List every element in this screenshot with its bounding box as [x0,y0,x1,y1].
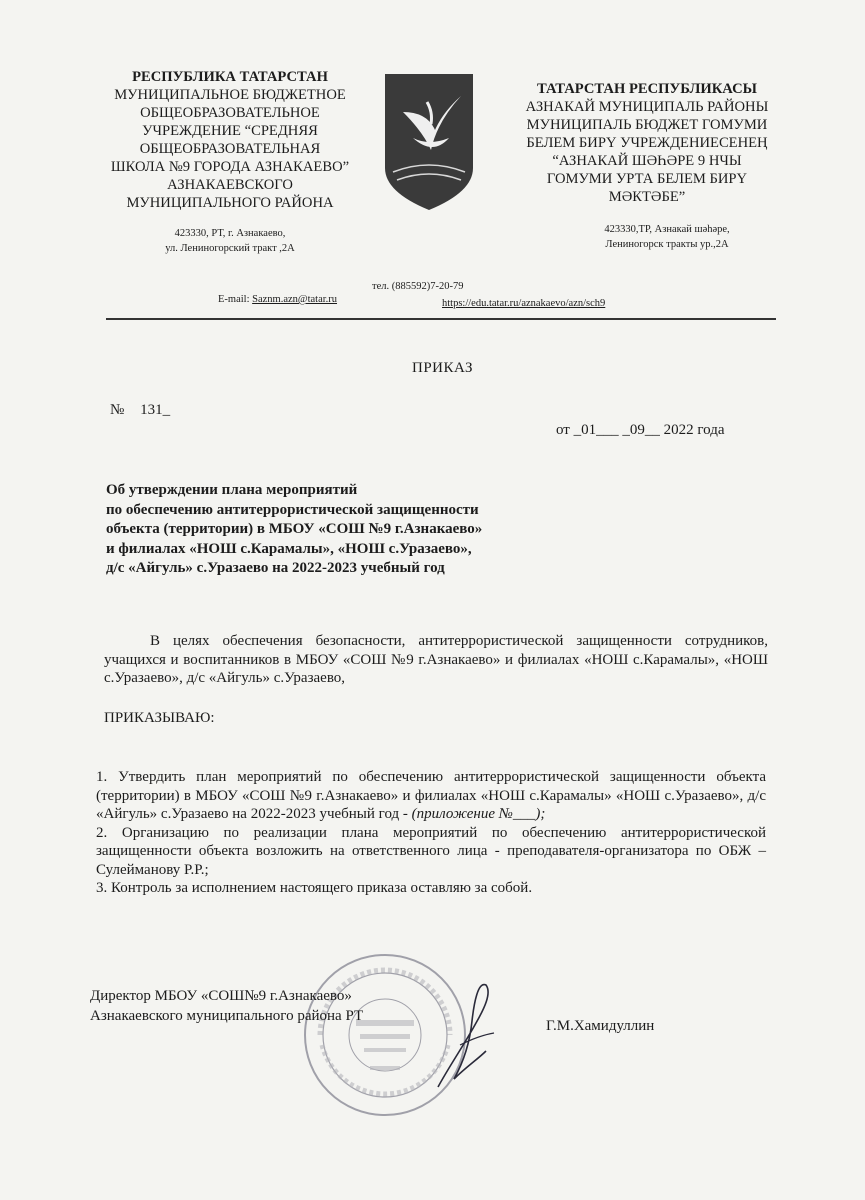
signatory-name: Г.М.Хамидуллин [546,1018,655,1034]
order-item-1 [96,768,766,824]
header-left-line4: УЧРЕЖДЕНИЕ “СРЕДНЯЯ [142,123,318,139]
contact-website-link[interactable]: https://edu.tatar.ru/aznakaevo/azn/sch9 [442,298,606,309]
subject-line-1: Об утверждении плана мероприятий [106,482,358,498]
header-left-line2: МУНИЦИПАЛЬНОЕ БЮДЖЕТНОЕ [114,87,346,103]
order-items [96,768,766,898]
order-item-1-text: 1. Утвердить план мероприятий по обеспечению антитеррористической защищенности объекта (территории) в МБОУ «СОШ №9 г.Азнакаево» и филиалах «НОШ с.Карамалы» «НОШ с.Уразаево», д/с «Айгуль» с.Уразаево на 2022-2023 учебный год - [96,769,766,822]
intro-text: В целях обеспечения безопасности, антитеррористической защищенности сотрудников, учащихся и воспитанников в МБОУ «СОШ №9 г.Азнакаево» и филиалах «НОШ с.Карамалы», «НОШ с.Уразаево», д/с «Айгуль» с.Уразаево, [104,633,768,686]
order-word: ПРИКАЗЫВАЮ: [104,710,215,726]
header-right-line5: “АЗНАКАЙ ШӘҺӘРЕ 9 НЧЫ [552,153,742,169]
header-right-line1: ТАТАРСТАН РЕСПУБЛИКАСЫ [536,81,757,97]
header-left-address-2: ул. Лениногорский тракт ,2А [165,243,295,254]
header-left-line8: МУНИЦИПАЛЬНОГО РАЙОНА [126,195,334,211]
order-number-label: № [110,402,125,418]
order-item-3: 3. Контроль за исполнением настоящего приказа оставляю за собой. [96,880,533,896]
header-right-line2: АЗНАКАЙ МУНИЦИПАЛЬ РАЙОНЫ [525,99,769,115]
contact-email-row [218,294,337,305]
order-date: от _01___ _09__ 2022 года [556,422,725,438]
subject-line-2: по обеспечению антитеррористической защищенности [106,501,479,518]
signature-line-1: Директор МБОУ «СОШ№9 г.Азнакаево» [90,988,352,1004]
header-right-line7: МӘКТӘБЕ” [608,189,686,205]
signature-block [90,987,363,1026]
header-right-address-1: 423330,ТР, Азнакай шәһәре, [604,224,730,235]
header-left-line5: ОБЩЕОБРАЗОВАТЕЛЬНАЯ [139,141,321,157]
header-right-line3: МУНИЦИПАЛЬ БЮДЖЕТ ГОМУМИ [526,117,768,133]
subject-line-5: д/с «Айгуль» с.Уразаево на 2022-2023 учебный год [106,560,445,576]
subject-line-3: объекта (территории) в МБОУ «СОШ №9 г.Азнакаево» [106,521,483,537]
order-item-1-appendix: (приложение №___); [411,806,546,822]
order-number: 131_ [140,402,171,418]
intro-paragraph [104,632,768,688]
signature-line-2: Азнакаевского муниципального района РТ [90,1007,364,1024]
header-right [492,80,802,252]
contact-email-label: E-mail: [218,294,250,305]
header-right-line6: ГОМУМИ УРТА БЕЛЕМ БИРҮ [546,171,748,187]
emblem-logo [383,72,475,212]
order-number-row [110,402,170,419]
subject-line-4: и филиалах «НОШ с.Карамалы», «НОШ с.Уразаево», [106,540,472,557]
order-subject [106,481,566,579]
header-right-line4: БЕЛЕМ БИРҮ УЧРЕЖДЕНИЕСЕНЕҢ [526,135,768,151]
handwritten-signature [420,975,520,1095]
header-left-line7: АЗНАКАЕВСКОГО [167,177,293,193]
header-left-line3: ОБЩЕОБРАЗОВАТЕЛЬНОЕ [140,105,320,121]
header-divider [106,318,776,320]
document-title: ПРИКАЗ [412,360,473,376]
contact-phone: тел. (885592)7-20-79 [372,281,464,292]
order-item-2: 2. Организацию по реализации плана мероприятий по обеспечению антитеррористической защищенности объекта возложить на ответственного лица - преподавателя-организатора по ОБЖ – Сулейманову Р.Р.; [96,824,766,878]
contact-email-link[interactable]: Saznm.azn@tatar.ru [252,294,338,305]
header-left [60,68,400,256]
header-left-line1: РЕСПУБЛИКА ТАТАРСТАН [132,69,328,85]
header-left-address-1: 423330, РТ, г. Азнакаево, [174,228,286,239]
header-right-address-2: Лениногорск тракты ур.,2А [605,239,729,250]
header-left-line6: ШКОЛА №9 ГОРОДА АЗНАКАЕВО” [110,159,350,175]
